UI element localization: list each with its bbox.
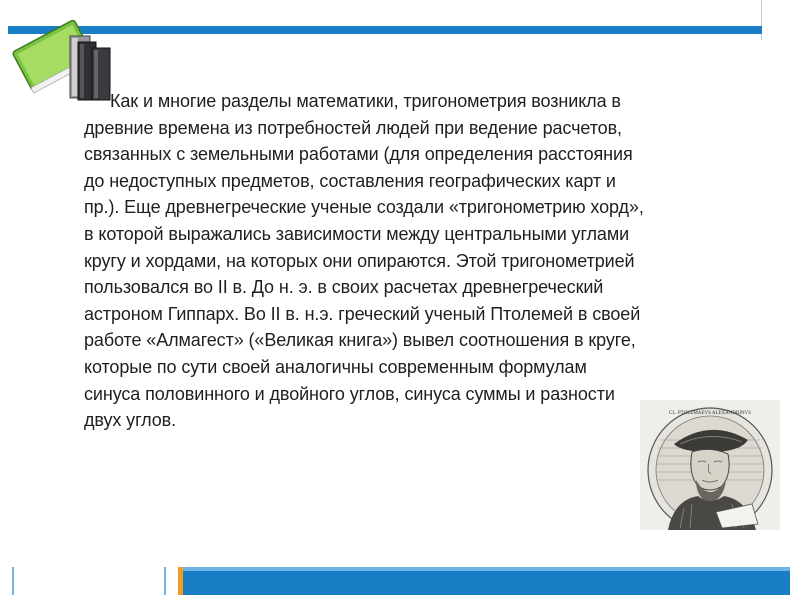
bottom-accent-bar bbox=[178, 567, 790, 595]
body-paragraph bbox=[84, 88, 644, 434]
portrait-caption: CL. PTOLEMAEVS ALEXANDRINVS bbox=[669, 411, 751, 416]
paragraph-text: Как и многие разделы математики, тригонометрия возникла в древние времена из потребностей людей при ведение расчетов, связанных с земельными работами (для определения расстояния до недоступных предметов, составления географических карт и пр.). Еще древнегреческие ученые создали «тригонометрию хорд», в которой выражались зависимости между центральными углами кругу и хордами, на которых они опираются. Этой тригонометрией пользовался во II в. До н. э. в своих расчетах древнегреческий астроном Гиппарх. Во II в. н.э. греческий ученый Птолемей в своей работе «Алмагест» («Великая книга») вывел соотношения в круге, которые по сути своей аналогичны современным формулам синуса половинного и двойного углов, синуса суммы и разности двух углов. bbox=[84, 91, 644, 431]
top-accent-bar bbox=[8, 26, 762, 34]
bottom-divider-mid bbox=[164, 567, 166, 595]
bottom-accent-bar-highlight bbox=[178, 567, 790, 571]
ptolemy-portrait bbox=[640, 400, 780, 530]
top-frame bbox=[8, 0, 762, 40]
bottom-divider-left bbox=[12, 567, 14, 595]
bottom-orange-stripe bbox=[178, 567, 183, 595]
